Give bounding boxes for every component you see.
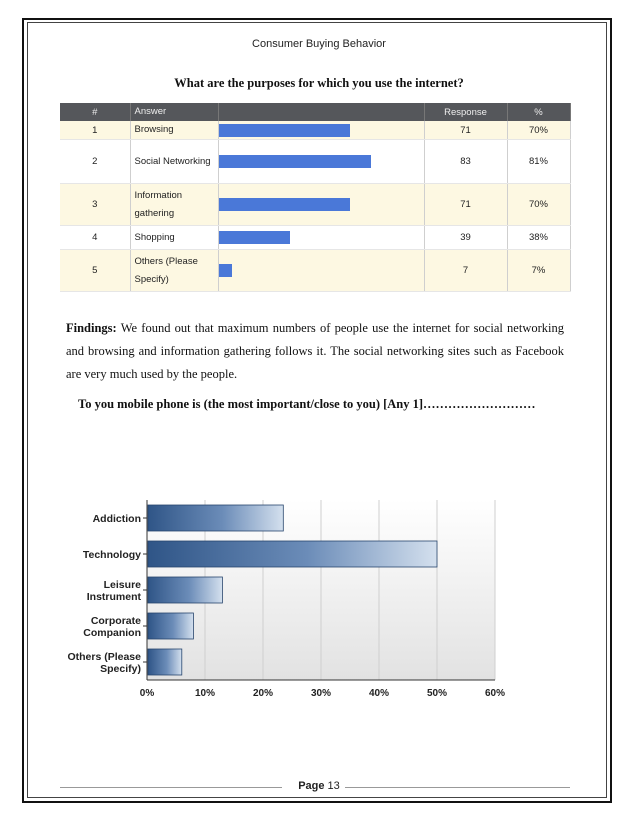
row-answer: Others (Please Specify) bbox=[130, 250, 218, 292]
table-row bbox=[60, 184, 570, 226]
category-label: Technology bbox=[82, 549, 141, 561]
response-bar bbox=[219, 198, 351, 211]
row-response: 39 bbox=[424, 226, 507, 250]
category-label: Corporate bbox=[90, 615, 141, 627]
row-answer: Social Networking bbox=[130, 140, 218, 184]
table-row bbox=[60, 250, 570, 292]
col-bar-header bbox=[218, 103, 424, 121]
category-label: Instrument bbox=[86, 591, 141, 603]
row-answer: Browsing bbox=[130, 121, 218, 140]
response-bar bbox=[219, 155, 371, 168]
row-response: 83 bbox=[424, 140, 507, 184]
x-tick-label: 10% bbox=[194, 688, 216, 699]
row-num: 5 bbox=[60, 250, 130, 292]
row-response: 71 bbox=[424, 184, 507, 226]
row-pct: 81% bbox=[507, 140, 570, 184]
row-num: 1 bbox=[60, 121, 130, 140]
col-num-header: # bbox=[60, 103, 130, 121]
category-label: Companion bbox=[83, 627, 141, 639]
x-tick-label: 60% bbox=[484, 688, 506, 699]
response-bar bbox=[219, 231, 290, 244]
bar bbox=[148, 577, 222, 603]
mobile-phone-chart bbox=[60, 496, 510, 706]
category-label: Leisure bbox=[103, 579, 141, 591]
category-label: Addiction bbox=[92, 513, 141, 525]
x-tick-label: 50% bbox=[426, 688, 448, 699]
bar bbox=[148, 505, 283, 531]
row-response: 7 bbox=[424, 250, 507, 292]
question-title: What are the purposes for which you use the internet? bbox=[174, 76, 464, 90]
bar bbox=[148, 649, 182, 675]
row-bar-cell bbox=[218, 121, 424, 140]
x-tick-label: 40% bbox=[368, 688, 390, 699]
table-row bbox=[60, 121, 570, 140]
row-bar-cell bbox=[218, 140, 424, 184]
bar bbox=[148, 541, 437, 567]
findings-paragraph bbox=[66, 317, 564, 386]
row-pct: 7% bbox=[507, 250, 570, 292]
row-answer: Information gathering bbox=[130, 184, 218, 226]
row-pct: 70% bbox=[507, 121, 570, 140]
row-response: 71 bbox=[424, 121, 507, 140]
row-bar-cell bbox=[218, 226, 424, 250]
bar bbox=[148, 613, 193, 639]
row-bar-cell bbox=[218, 250, 424, 292]
table-row bbox=[60, 140, 570, 184]
x-tick-label: 30% bbox=[310, 688, 332, 699]
table-header-row bbox=[60, 103, 570, 121]
category-label: Specify) bbox=[100, 663, 141, 675]
findings-label: Findings: bbox=[66, 321, 117, 335]
table-row bbox=[60, 226, 570, 250]
page-header: Consumer Buying Behavior bbox=[252, 38, 386, 50]
row-num: 4 bbox=[60, 226, 130, 250]
col-response-header: Response bbox=[424, 103, 507, 121]
question-mobile-phone: To you mobile phone is (the most important/close to you) [Any 1]……………………… bbox=[78, 397, 536, 411]
col-pct-header: % bbox=[507, 103, 570, 121]
row-bar-cell bbox=[218, 184, 424, 226]
survey-table bbox=[60, 103, 571, 292]
page-number: 13 bbox=[327, 780, 340, 792]
findings-text: We found out that maximum numbers of people use the internet for social networking and browsing and information gathering follows it. The social networking sites such as Facebook are very much used by the people. bbox=[66, 321, 564, 381]
row-num: 2 bbox=[60, 140, 130, 184]
row-answer: Shopping bbox=[130, 226, 218, 250]
response-bar bbox=[219, 124, 351, 137]
response-bar bbox=[219, 264, 232, 277]
footer-label: Page bbox=[298, 780, 325, 792]
x-tick-label: 0% bbox=[139, 688, 155, 699]
row-pct: 70% bbox=[507, 184, 570, 226]
page-footer bbox=[0, 780, 638, 792]
row-pct: 38% bbox=[507, 226, 570, 250]
col-answer-header: Answer bbox=[130, 103, 218, 121]
x-tick-label: 20% bbox=[252, 688, 274, 699]
row-num: 3 bbox=[60, 184, 130, 226]
category-label: Others (Please bbox=[67, 651, 141, 663]
